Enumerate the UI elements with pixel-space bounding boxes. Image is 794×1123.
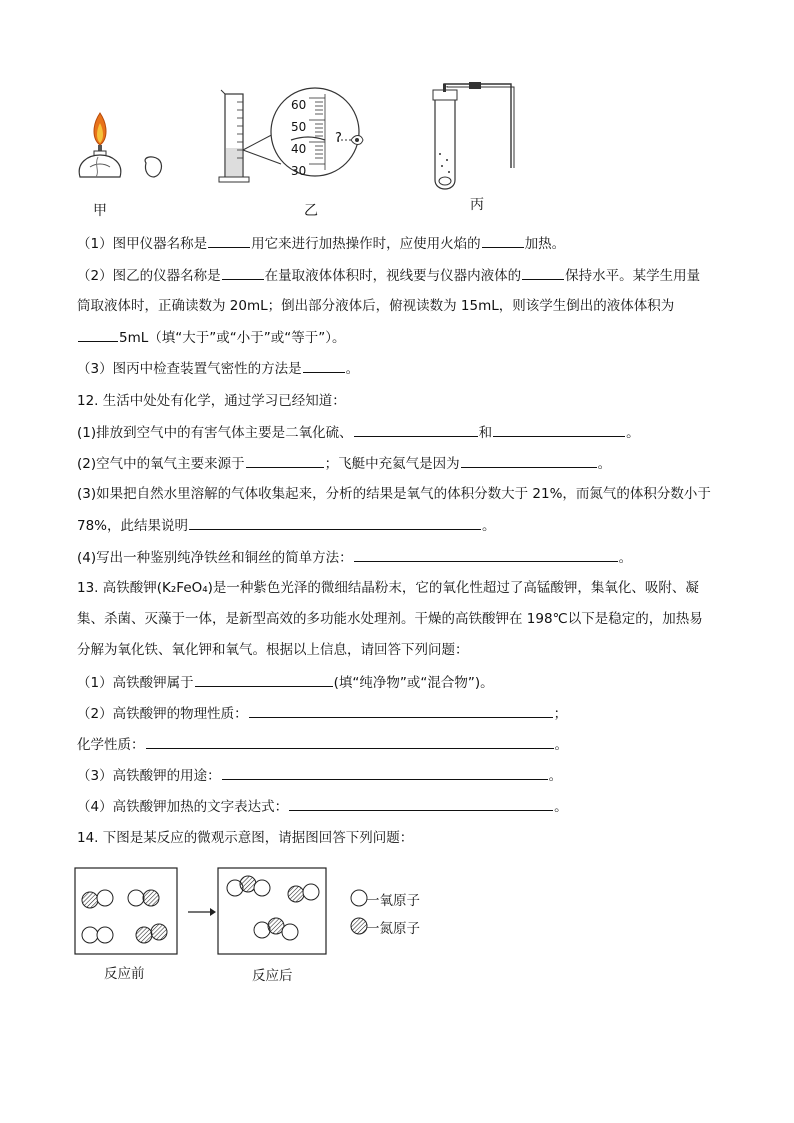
q12-sub2: (2)空气中的氧气主要来源于 ；飞艇中充氦气是因为 。: [77, 453, 611, 474]
oxygen-atom: [254, 880, 270, 896]
oxygen-atom: [97, 927, 113, 943]
after-label: 反应后: [252, 968, 293, 984]
nitrogen-atom: [143, 890, 159, 906]
reaction-micro-diagram: [70, 860, 470, 960]
answer-blank[interactable]: [482, 233, 524, 248]
q12-sub3-line1: (3)如果把自然水里溶解的气体收集起来，分析的结果是氧气的体积分数大于 21%，而氮气的体积分数小于: [77, 486, 711, 502]
oxygen-atom: [128, 890, 144, 906]
oxygen-atom: [254, 922, 270, 938]
q13-part4: （4）高铁酸钾加热的文字表达式： 。: [77, 796, 568, 817]
answer-blank[interactable]: [289, 796, 553, 811]
alcohol-lamp-figure: [70, 105, 170, 195]
scale-labels: [291, 94, 306, 182]
oxygen-atom: [303, 884, 319, 900]
scale-label: 40: [291, 142, 307, 156]
answer-blank[interactable]: [354, 422, 478, 437]
legend-nitrogen-label: 一氮原子: [366, 921, 420, 937]
q13-part2-chem: 化学性质： 。: [77, 734, 568, 755]
nitrogen-atom: [82, 892, 98, 908]
nitrogen-atom: [151, 924, 167, 940]
answer-blank[interactable]: [222, 765, 548, 780]
reading-question-mark: ?: [335, 131, 342, 146]
q12-title: 12. 生活中处处有化学，通过学习已经知道：: [77, 393, 346, 409]
answer-blank[interactable]: [461, 453, 597, 468]
answer-blank[interactable]: [189, 515, 481, 530]
answer-blank[interactable]: [522, 265, 564, 280]
q11-part1: （1）图甲仪器名称是 用它来进行加热操作时，应使用火焰的 加热。: [77, 233, 565, 254]
nitrogen-atom: [288, 886, 304, 902]
before-label: 反应前: [104, 966, 145, 982]
answer-blank[interactable]: [208, 233, 250, 248]
figure-bing-label: 丙: [470, 197, 484, 213]
answer-blank[interactable]: [78, 327, 118, 342]
oxygen-atom: [82, 927, 98, 943]
q12-sub3-line2: 78%，此结果说明 。: [77, 515, 496, 536]
scale-label: 30: [291, 164, 307, 178]
q13-intro-line1: 13. 高铁酸钾(K₂FeO₄)是一种紫色光泽的微细结晶粉末，它的氧化性超过了高锰酸钾，集氧化、吸附、凝: [77, 580, 699, 596]
q12-sub4: (4)写出一种鉴别纯净铁丝和铜丝的简单方法： 。: [77, 547, 632, 568]
legend-oxygen-swatch: [351, 890, 367, 906]
answer-blank[interactable]: [246, 453, 324, 468]
q13-part1: （1）高铁酸钾属于 (填“纯净物”或“混合物”)。: [77, 672, 494, 693]
answer-blank[interactable]: [303, 358, 345, 373]
scale-label: 60: [291, 98, 307, 112]
q13-part3: （3）高铁酸钾的用途： 。: [77, 765, 562, 786]
q11-part2-line1: （2）图乙的仪器名称是 在量取液体体积时，视线要与仪器内液体的 保持水平。某学生用量: [77, 265, 700, 286]
q13-intro-line3: 分解为氧化铁、氧化钾和氧气。根据以上信息，请回答下列问题：: [77, 642, 469, 658]
answer-blank[interactable]: [222, 265, 264, 280]
test-tube-apparatus-figure: [425, 84, 525, 194]
lamp-cap: [145, 157, 161, 177]
figure-yi-label: 乙: [304, 203, 318, 219]
answer-blank[interactable]: [249, 703, 553, 718]
q14-title: 14. 下图是某反应的微观示意图，请据图回答下列问题：: [77, 830, 414, 846]
graduated-cylinder-figure: [215, 80, 365, 195]
answer-blank[interactable]: [195, 672, 333, 687]
legend-nitrogen-swatch: [351, 918, 367, 934]
answer-blank[interactable]: [354, 547, 618, 562]
q11-part3: （3）图丙中检查装置气密性的方法是 。: [77, 358, 359, 379]
nitrogen-atom: [136, 927, 152, 943]
nitrogen-atom: [240, 876, 256, 892]
answer-blank[interactable]: [146, 734, 554, 749]
q11-part2-line2: 筒取液体时，正确读数为 20mL；倒出部分液体后，俯视读数为 15mL，则该学生倒出的液体体积为: [77, 298, 675, 314]
figure-jia-label: 甲: [93, 203, 107, 219]
q13-part2: （2）高铁酸钾的物理性质： ；: [77, 703, 567, 724]
q11-part2-line3: 5mL（填“大于”或“小于”或“等于”）。: [77, 327, 345, 348]
answer-blank[interactable]: [493, 422, 625, 437]
scale-label: 50: [291, 120, 307, 134]
legend-oxygen-label: 一氧原子: [366, 893, 420, 909]
oxygen-atom: [97, 890, 113, 906]
q13-intro-line2: 集、杀菌、灭藻于一体，是新型高效的多功能水处理剂。干燥的高铁酸钾在 198℃以下是稳定的，加热易: [77, 611, 703, 627]
q12-sub1: (1)排放到空气中的有害气体主要是二氧化硫、 和 。: [77, 422, 640, 443]
oxygen-atom: [282, 924, 298, 940]
